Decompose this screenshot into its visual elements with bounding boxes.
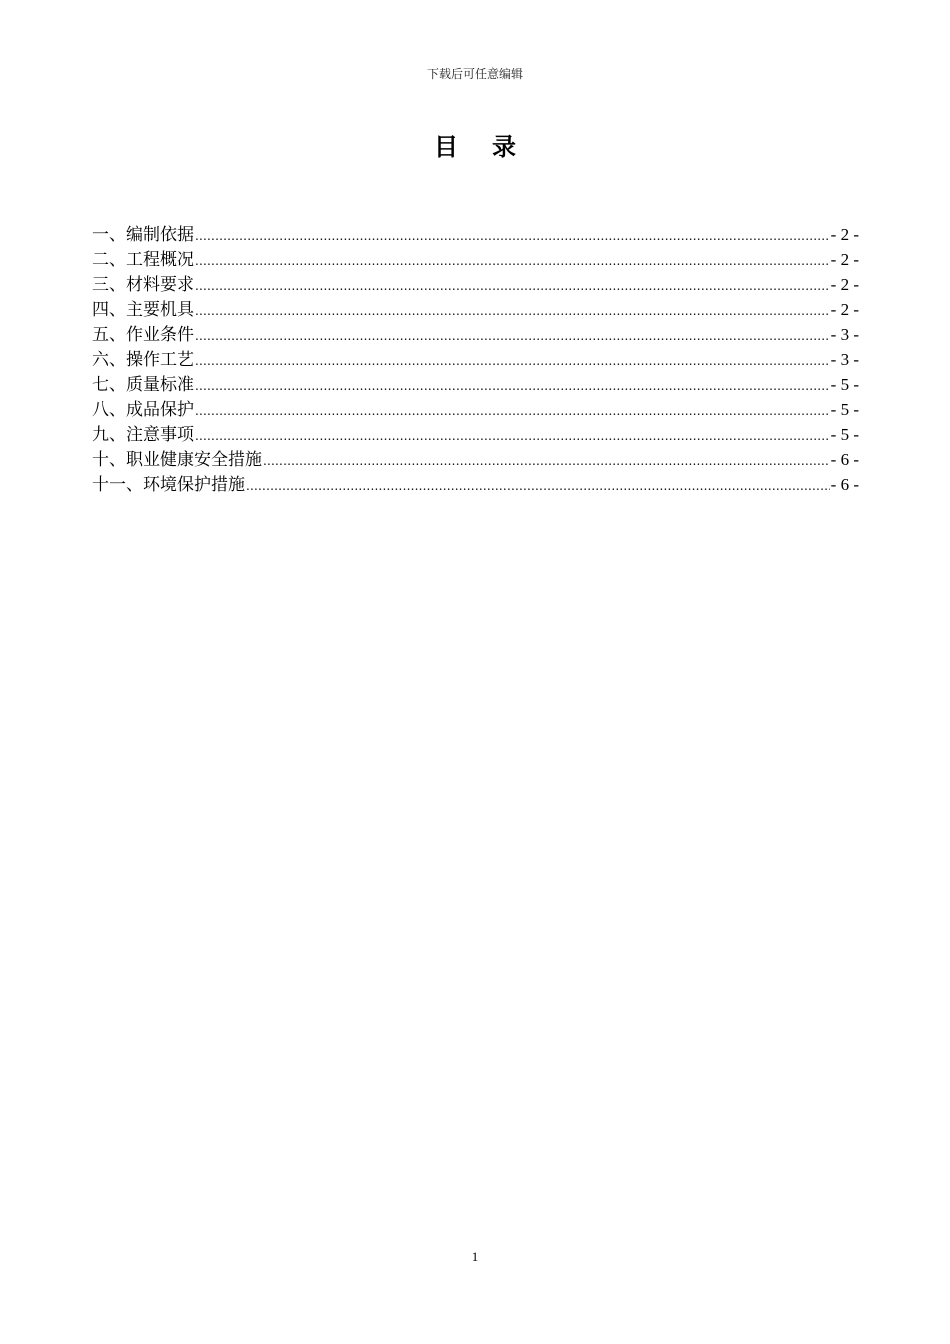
table-of-contents [92,222,859,497]
toc-entry-page: - 3 - [830,325,859,344]
toc-entry-label: 五、作业条件 [92,325,194,345]
toc-entry[interactable] [92,472,859,497]
toc-entry-label: 一、编制依据 [92,225,194,245]
toc-entry-page: - 5 - [830,375,859,394]
page-number: 1 [471,1249,479,1264]
toc-entry[interactable] [92,397,859,422]
page-title: 目录 [434,133,550,161]
toc-entry[interactable] [92,422,859,447]
toc-dot-leader [195,424,830,449]
toc-dot-leader [195,324,830,349]
toc-entry-label: 四、主要机具 [92,300,194,320]
toc-entry-page: - 2 - [830,275,859,294]
toc-entry[interactable] [92,372,859,397]
toc-entry-page: - 5 - [830,400,859,419]
toc-dot-leader [195,349,830,374]
toc-entry-label: 二、工程概况 [92,250,194,270]
toc-dot-leader [246,474,830,499]
toc-entry[interactable] [92,322,859,347]
toc-dot-leader [195,299,830,324]
toc-dot-leader [195,374,830,399]
toc-entry[interactable] [92,222,859,247]
toc-entry-label: 十一、环境保护措施 [92,475,245,495]
toc-entry[interactable] [92,272,859,297]
toc-entry-page: - 5 - [830,425,859,444]
toc-dot-leader [195,399,830,424]
toc-entry-page: - 2 - [830,225,859,244]
header-note: 下载后可任意编辑 [426,67,523,81]
toc-entry[interactable] [92,447,859,472]
toc-entry[interactable] [92,347,859,372]
toc-dot-leader [195,274,830,299]
toc-entry-page: - 3 - [830,350,859,369]
toc-entry[interactable] [92,247,859,272]
toc-entry-label: 九、注意事项 [92,425,194,445]
toc-entry-page: - 6 - [830,475,859,494]
toc-entry-label: 三、材料要求 [92,275,194,295]
toc-entry-label: 十、职业健康安全措施 [92,450,262,470]
toc-entry-label: 六、操作工艺 [92,350,194,370]
toc-entry-label: 七、质量标准 [92,375,194,395]
toc-dot-leader [263,449,830,474]
toc-dot-leader [195,224,830,249]
toc-entry[interactable] [92,297,859,322]
toc-dot-leader [195,249,830,274]
toc-entry-page: - 2 - [830,300,859,319]
toc-entry-page: - 6 - [830,450,859,469]
toc-entry-page: - 2 - [830,250,859,269]
toc-entry-label: 八、成品保护 [92,400,194,420]
